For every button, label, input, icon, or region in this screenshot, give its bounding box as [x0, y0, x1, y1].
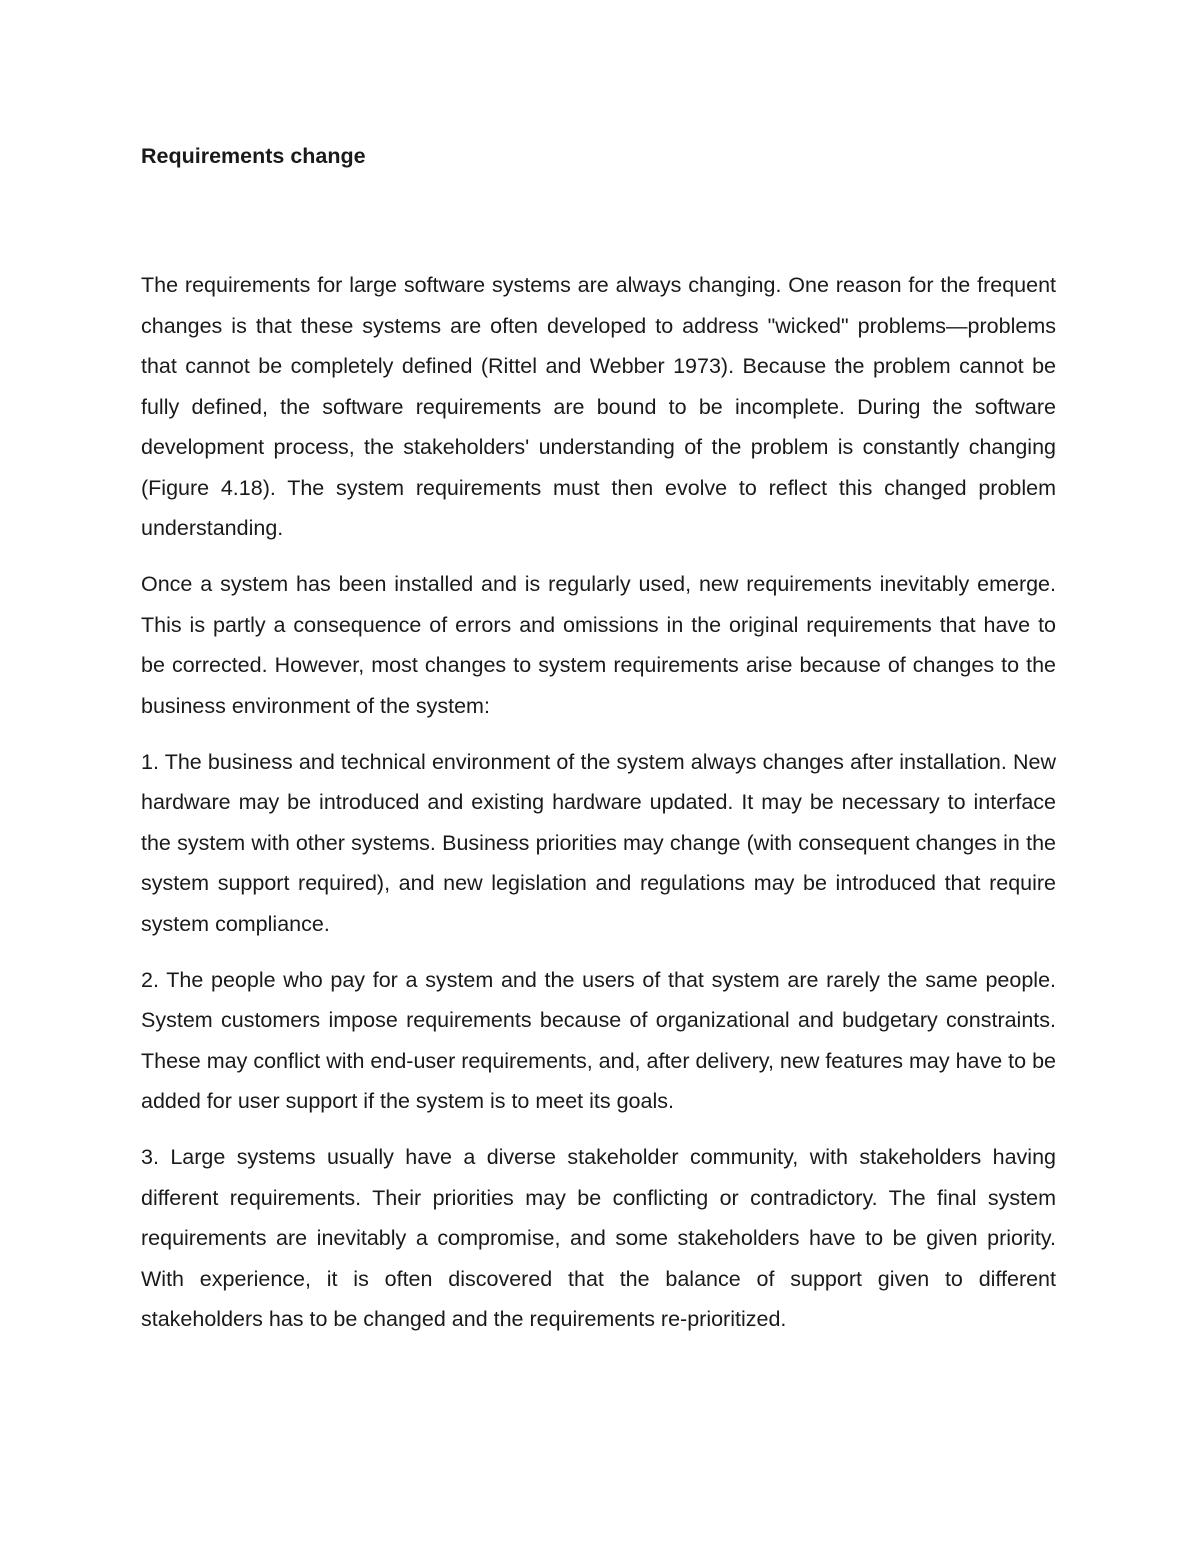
paragraph-installed-systems: Once a system has been installed and is regularly used, new requirements inevitably emerge. This is partly a consequence of errors and omissions in the original requirements that have to be corrected. However, most changes to system requirements arise because of changes to the business environment of the system:	[141, 572, 1056, 718]
document-title: Requirements change	[141, 144, 366, 168]
list-item-3: 3. Large systems usually have a diverse stakeholder community, with stakeholders having different requirements. Their priorities may be conflicting or contradictory. The final system requirements are inevitably a compromise, and some stakeholders have to be given priority. With experience, it is often discovered that the balance of support given to different stakeholders has to be changed and the requirements re-prioritized.	[141, 1145, 1056, 1331]
list-item-2: 2. The people who pay for a system and the users of that system are rarely the same people. System customers impose requirements because of organizational and budgetary constraints. These may conflict with end-user requirements, and, after delivery, new features may have to be added for user support if the system is to meet its goals.	[141, 967, 1056, 1113]
list-item-1: 1. The business and technical environment of the system always changes after installation. New hardware may be introduced and existing hardware updated. It may be necessary to interface the system with other systems. Business priorities may change (with consequent changes in the system support required), and new legislation and regulations may be introduced that require system compliance.	[141, 749, 1056, 936]
paragraph-intro: The requirements for large software systems are always changing. One reason for the frequent changes is that these systems are often developed to address "wicked" problems—problems that cannot be completely defined (Rittel and Webber 1973). Because the problem cannot be fully defined, the software requirements are bound to be incomplete. During the software development process, the stakeholders' understanding of the problem is constantly changing (Figure 4.18). The system requirements must then evolve to reflect this changed problem understanding.	[141, 273, 1056, 540]
document-body	[141, 140, 1056, 1355]
